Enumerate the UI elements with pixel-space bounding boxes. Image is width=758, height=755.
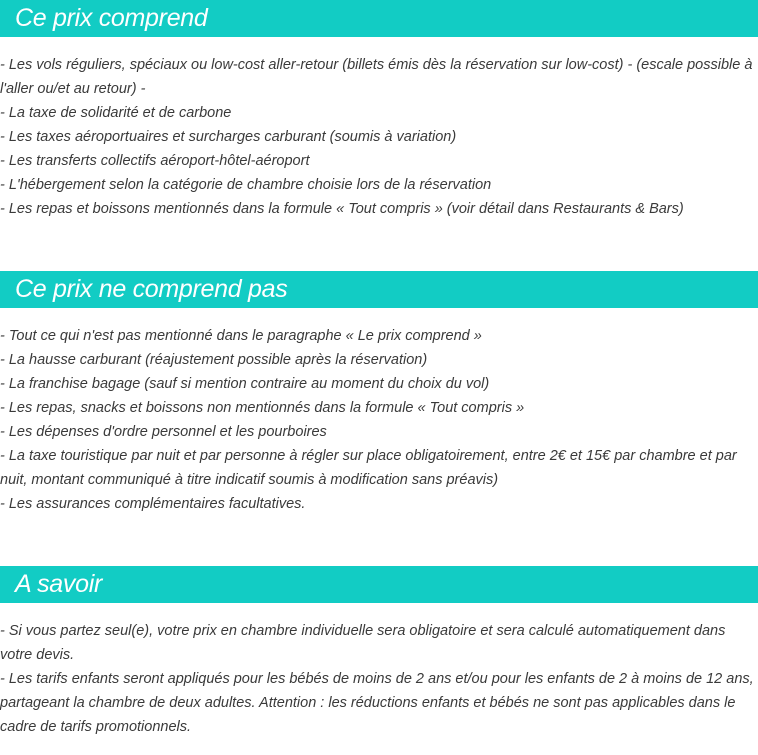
section-title: A savoir	[15, 570, 102, 598]
section-title: Ce prix ne comprend pas	[15, 275, 288, 303]
section-price-excludes	[0, 271, 758, 516]
section-header	[0, 271, 758, 308]
list-item: - L'hébergement selon la catégorie de chambre choisie lors de la réservation	[0, 177, 492, 193]
list-item: - La taxe de solidarité et de carbone	[0, 105, 232, 121]
list-item: - Les tarifs enfants seront appliqués pour les bébés de moins de 2 ans et/ou pour les enfants de 2 à moins de 12 ans, partageant la chambre de deux adultes. Attention : les réductions enfants et bébés ne sont pas applicables dans le cadre de tarifs promotionnels.	[0, 671, 754, 735]
section-price-includes	[0, 0, 758, 221]
list-item: - Les taxes aéroportuaires et surcharges carburant (soumis à variation)	[0, 129, 457, 145]
list-item: - Les transferts collectifs aéroport-hôtel-aéroport	[0, 153, 310, 169]
list-item: - Les vols réguliers, spéciaux ou low-cost aller-retour (billets émis dès la réservation sur low-cost) - (escale possible à l'aller ou/et au retour) -	[0, 57, 753, 97]
section-header	[0, 0, 758, 37]
section-body	[0, 308, 758, 516]
list-item: - Les repas, snacks et boissons non mentionnés dans la formule « Tout compris »	[0, 400, 525, 416]
section-good-to-know	[0, 566, 758, 739]
list-item: - Les assurances complémentaires facultatives.	[0, 496, 306, 512]
list-item: - La taxe touristique par nuit et par personne à régler sur place obligatoirement, entre 2€ et 15€ par chambre et par nuit, montant communiqué à titre indicatif soumis à modification sans préavis)	[0, 448, 737, 488]
section-body	[0, 603, 758, 739]
list-item: - La hausse carburant (réajustement possible après la réservation)	[0, 352, 428, 368]
section-title: Ce prix comprend	[15, 4, 208, 32]
list-item: - Les repas et boissons mentionnés dans la formule « Tout compris » (voir détail dans Restaurants & Bars)	[0, 201, 684, 217]
section-body	[0, 37, 758, 221]
section-header	[0, 566, 758, 603]
list-item: - Tout ce qui n'est pas mentionné dans le paragraphe « Le prix comprend »	[0, 328, 482, 344]
list-item: - Les dépenses d'ordre personnel et les pourboires	[0, 424, 327, 440]
list-item: - La franchise bagage (sauf si mention contraire au moment du choix du vol)	[0, 376, 490, 392]
list-item: - Si vous partez seul(e), votre prix en chambre individuelle sera obligatoire et sera calculé automatiquement dans votre devis.	[0, 623, 726, 663]
